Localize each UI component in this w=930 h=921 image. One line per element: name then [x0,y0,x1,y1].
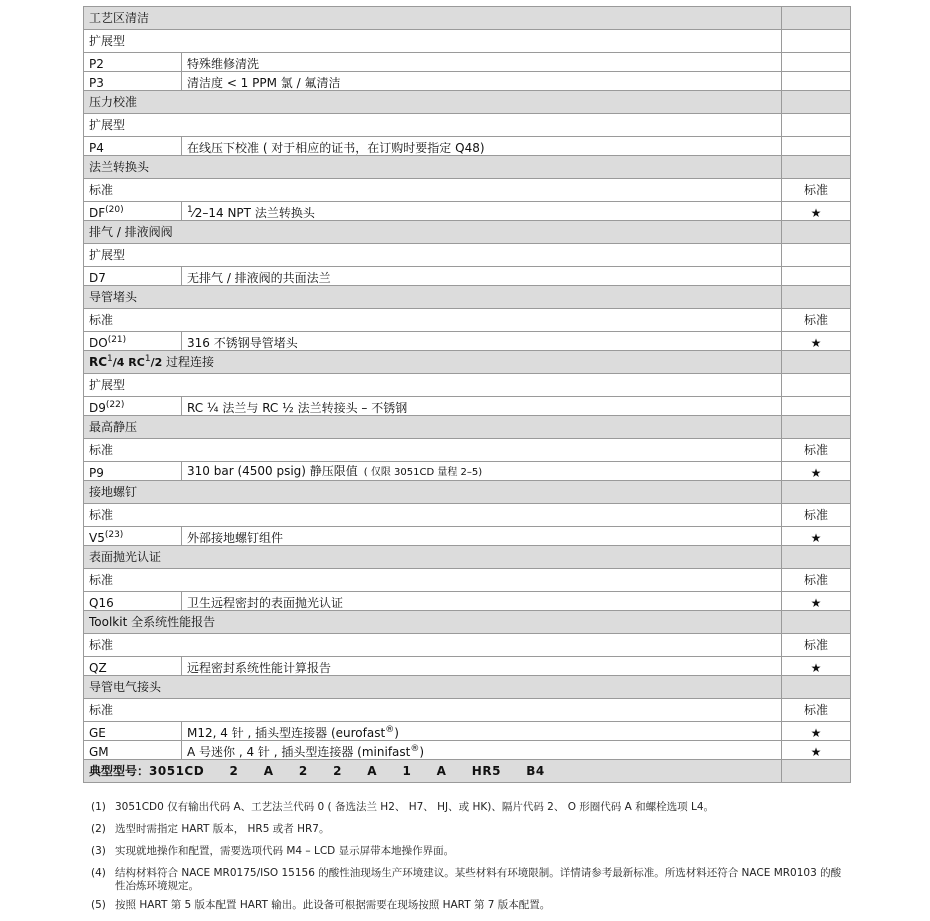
section-right-cell [782,351,851,374]
subheading-row [84,244,851,267]
section-header [84,286,851,309]
desc-text: 特殊维修清洗 [187,57,260,71]
code-text: GM [89,745,109,759]
standard-star-icon [782,332,851,351]
standard-star-icon [782,527,851,546]
section-title [84,676,782,699]
star-icon: ★ [810,596,822,610]
std-label: 标准 [782,569,851,592]
sup-1b: 1 [144,353,151,364]
option-code [84,592,182,611]
option-row [84,202,851,221]
registered-mark: ® [385,725,395,735]
subheading-row [84,30,851,53]
std-label: 标准 [782,504,851,527]
standard-star-icon [782,267,851,286]
option-row [84,657,851,676]
std-label [782,30,851,53]
subheading: 扩展型 [84,374,782,397]
std-label [782,374,851,397]
star-icon: ★ [810,745,822,759]
footnotes [91,801,851,921]
typical-label: 典型型号： [89,764,150,778]
section-title-rest: 过程连接 [162,354,215,369]
standard-star-icon [782,741,851,760]
section-right-cell [782,416,851,439]
footnote-ref: (21) [107,335,127,345]
option-code [84,267,182,286]
std-label: 标准 [782,439,851,462]
code-text: D9 [89,401,106,415]
section-title [84,351,782,374]
typical-model-row [84,760,851,783]
section-title [84,91,782,114]
subheading: 标准 [84,439,782,462]
star-icon: ★ [810,336,822,350]
standard-star-icon [782,657,851,676]
star-icon: ★ [810,661,822,675]
section-title-text: 工艺区清洁 [89,11,150,25]
desc-text: 远程密封系统性能计算报告 [187,661,332,675]
section-right-cell [782,481,851,504]
footnote-ref: (22) [105,400,125,410]
option-row [84,267,851,286]
subheading-row [84,309,851,332]
section-header [84,7,851,30]
code-text: DF [89,206,106,220]
option-code [84,53,182,72]
code-text: P3 [89,76,104,90]
option-desc [182,722,782,741]
footnote [91,845,851,858]
section-header [84,676,851,699]
subheading: 扩展型 [84,244,782,267]
section-title-text: 接地螺钉 [89,485,138,499]
section-title-text: 表面抛光认证 [89,550,162,564]
footnote-ref: (23) [104,530,124,540]
section-title-text: 最高静压 [89,420,138,434]
desc-text: 清洁度 < 1 PPM 氯 / 氟清洁 [187,76,341,90]
standard-star-icon [782,722,851,741]
section-header [84,611,851,634]
section-right-cell [782,156,851,179]
desc-text: RC ¼ 法兰与 RC ½ 法兰转接头 – 不锈钢 [187,401,408,415]
subheading-row [84,699,851,722]
standard-star-icon [782,72,851,91]
section-header [84,481,851,504]
option-code [84,332,182,351]
footnote-ref: (20) [105,205,124,215]
subheading: 标准 [84,179,782,202]
subheading: 扩展型 [84,30,782,53]
desc-prefix: 1 [187,205,193,215]
section-header [84,546,851,569]
footnote-number: (1) [91,801,106,813]
code-text: GE [89,726,106,740]
footnote-number: (5) [91,899,106,911]
section-title-text: 法兰转换头 [89,160,150,174]
std-label [782,244,851,267]
standard-star-icon [782,202,851,221]
code-text: V5 [89,531,105,545]
option-code [84,657,182,676]
option-desc [182,53,782,72]
option-row [84,722,851,741]
section-right-cell [782,546,851,569]
sup-1: 1 [107,353,113,364]
frac-4: /4 RC [112,355,145,369]
option-row [84,137,851,156]
subheading-row [84,634,851,657]
option-row [84,462,851,481]
desc-text: M12, 4 针 , 插头型连接器 (eurofast [187,726,386,740]
section-right-cell [782,221,851,244]
option-row [84,53,851,72]
option-code [84,741,182,760]
option-row [84,741,851,760]
option-code [84,202,182,221]
subheading-row [84,569,851,592]
code-text: Q16 [89,596,114,610]
section-title-rc: RC [89,354,108,369]
star-icon: ★ [810,206,822,220]
section-header [84,416,851,439]
footnote-text: 选型时需指定 HART 版本， HR5 或者 HR7。 [115,823,330,835]
section-title [84,611,782,634]
desc-text: 316 不锈钢导管堵头 [187,336,298,350]
standard-star-icon [782,137,851,156]
footnote-number: (2) [91,823,106,835]
option-desc [182,527,782,546]
section-right-cell [782,286,851,309]
section-title-text: 压力校准 [89,95,138,109]
desc-text: ⁄2–14 NPT 法兰转换头 [192,206,315,220]
section-title-text: 导管电气接头 [89,680,162,694]
section-right-cell [782,7,851,30]
option-code [84,722,182,741]
option-desc [182,397,782,416]
subheading: 标准 [84,309,782,332]
star-icon: ★ [810,531,822,545]
subheading: 标准 [84,569,782,592]
option-desc [182,202,782,221]
subheading-row [84,439,851,462]
section-header [84,221,851,244]
footnote-text: 3051CD0 仅有输出代码 A、工艺法兰代码 0 ( 备选法兰 H2、 H7、 HJ、或 HK)、隔片代码 2、 O 形圈代码 A 和螺栓选项 L4。 [115,801,715,813]
section-title [84,156,782,179]
option-desc [182,592,782,611]
option-code [84,397,182,416]
footnote [91,867,851,893]
footnote-text: 按照 HART 第 5 版本配置 HART 输出。此设备可根据需要在现场按照 HART 第 7 版本配置。 [115,899,551,911]
option-desc [182,741,782,760]
typical-model-code: 3051CD 2 A 2 2 A 1 A HR5 B4 [149,764,545,778]
subheading-row [84,179,851,202]
option-row [84,332,851,351]
footnote [91,801,851,814]
star-icon: ★ [810,726,822,740]
section-right-cell [782,91,851,114]
standard-star-icon [782,592,851,611]
code-text: P9 [89,466,104,480]
footnote-number: (3) [91,845,106,857]
section-title [84,221,782,244]
option-code [84,527,182,546]
standard-star-icon [782,462,851,481]
desc-text: 310 bar (4500 psig) 静压限值 [187,464,358,478]
std-label: 标准 [782,699,851,722]
star-icon: ★ [810,466,822,480]
std-label [782,114,851,137]
subheading: 标准 [84,634,782,657]
standard-star-icon [782,397,851,416]
option-code [84,72,182,91]
section-title [84,286,782,309]
desc-end: ) [394,726,399,740]
subheading-row [84,114,851,137]
subheading: 标准 [84,699,782,722]
subheading-row [84,374,851,397]
code-text: P4 [89,141,104,155]
code-text: DO [89,336,108,350]
section-header [84,351,851,374]
option-desc [182,332,782,351]
option-code [84,462,182,481]
section-title [84,7,782,30]
code-text: D7 [89,271,106,285]
registered-mark: ® [410,744,420,754]
desc-text: 卫生远程密封的表面抛光认证 [187,596,344,610]
footnote [91,899,851,912]
section-title [84,546,782,569]
section-title-text: 排气 / 排液阀阀 [89,225,173,239]
option-desc [182,72,782,91]
option-row [84,527,851,546]
typical-right-cell [782,760,851,783]
desc-text: 在线压下校准 ( 对于相应的证书，在订购时要指定 Q48) [187,141,485,155]
std-label: 标准 [782,309,851,332]
subheading-row [84,504,851,527]
option-row [84,592,851,611]
code-text: P2 [89,57,104,71]
section-right-cell [782,676,851,699]
desc-end: ) [419,745,425,759]
option-row [84,397,851,416]
std-label: 标准 [782,634,851,657]
footnote-text: 结构材料符合 NACE MR0175/ISO 15156 的酸性油现场生产环境建议。某些材料有环境限制。详情请参考最新标准。所选材料还符合 NACE MR0103 的酸性冶炼环境规定。 [115,867,842,892]
std-label: 标准 [782,179,851,202]
standard-star-icon [782,53,851,72]
typical-model [84,760,782,783]
desc-text: 外部接地螺钉组件 [187,531,284,545]
section-title [84,481,782,504]
option-desc [182,462,782,481]
frac-2: /2 [150,355,163,369]
section-header [84,91,851,114]
option-desc [182,657,782,676]
footnote [91,823,851,836]
section-title-text: Toolkit 全系统性能报告 [89,615,216,629]
option-code [84,137,182,156]
subheading: 扩展型 [84,114,782,137]
option-desc [182,267,782,286]
footnote-text: 实现就地操作和配置，需要选项代码 M4 – LCD 显示屏带本地操作界面。 [115,845,455,857]
footnote-number: (4) [91,867,106,879]
code-text: QZ [89,661,107,675]
section-title-text: 导管堵头 [89,290,138,304]
options-table [83,6,851,783]
option-row [84,72,851,91]
section-right-cell [782,611,851,634]
desc-text: A 号迷你 , 4 针 , 插头型连接器 (minifast [187,745,411,759]
desc-note: ( 仅限 3051CD 量程 2–5) [363,467,483,478]
desc-text: 无排气 / 排液阀的共面法兰 [187,271,331,285]
subheading: 标准 [84,504,782,527]
section-title [84,416,782,439]
section-header [84,156,851,179]
option-desc [182,137,782,156]
